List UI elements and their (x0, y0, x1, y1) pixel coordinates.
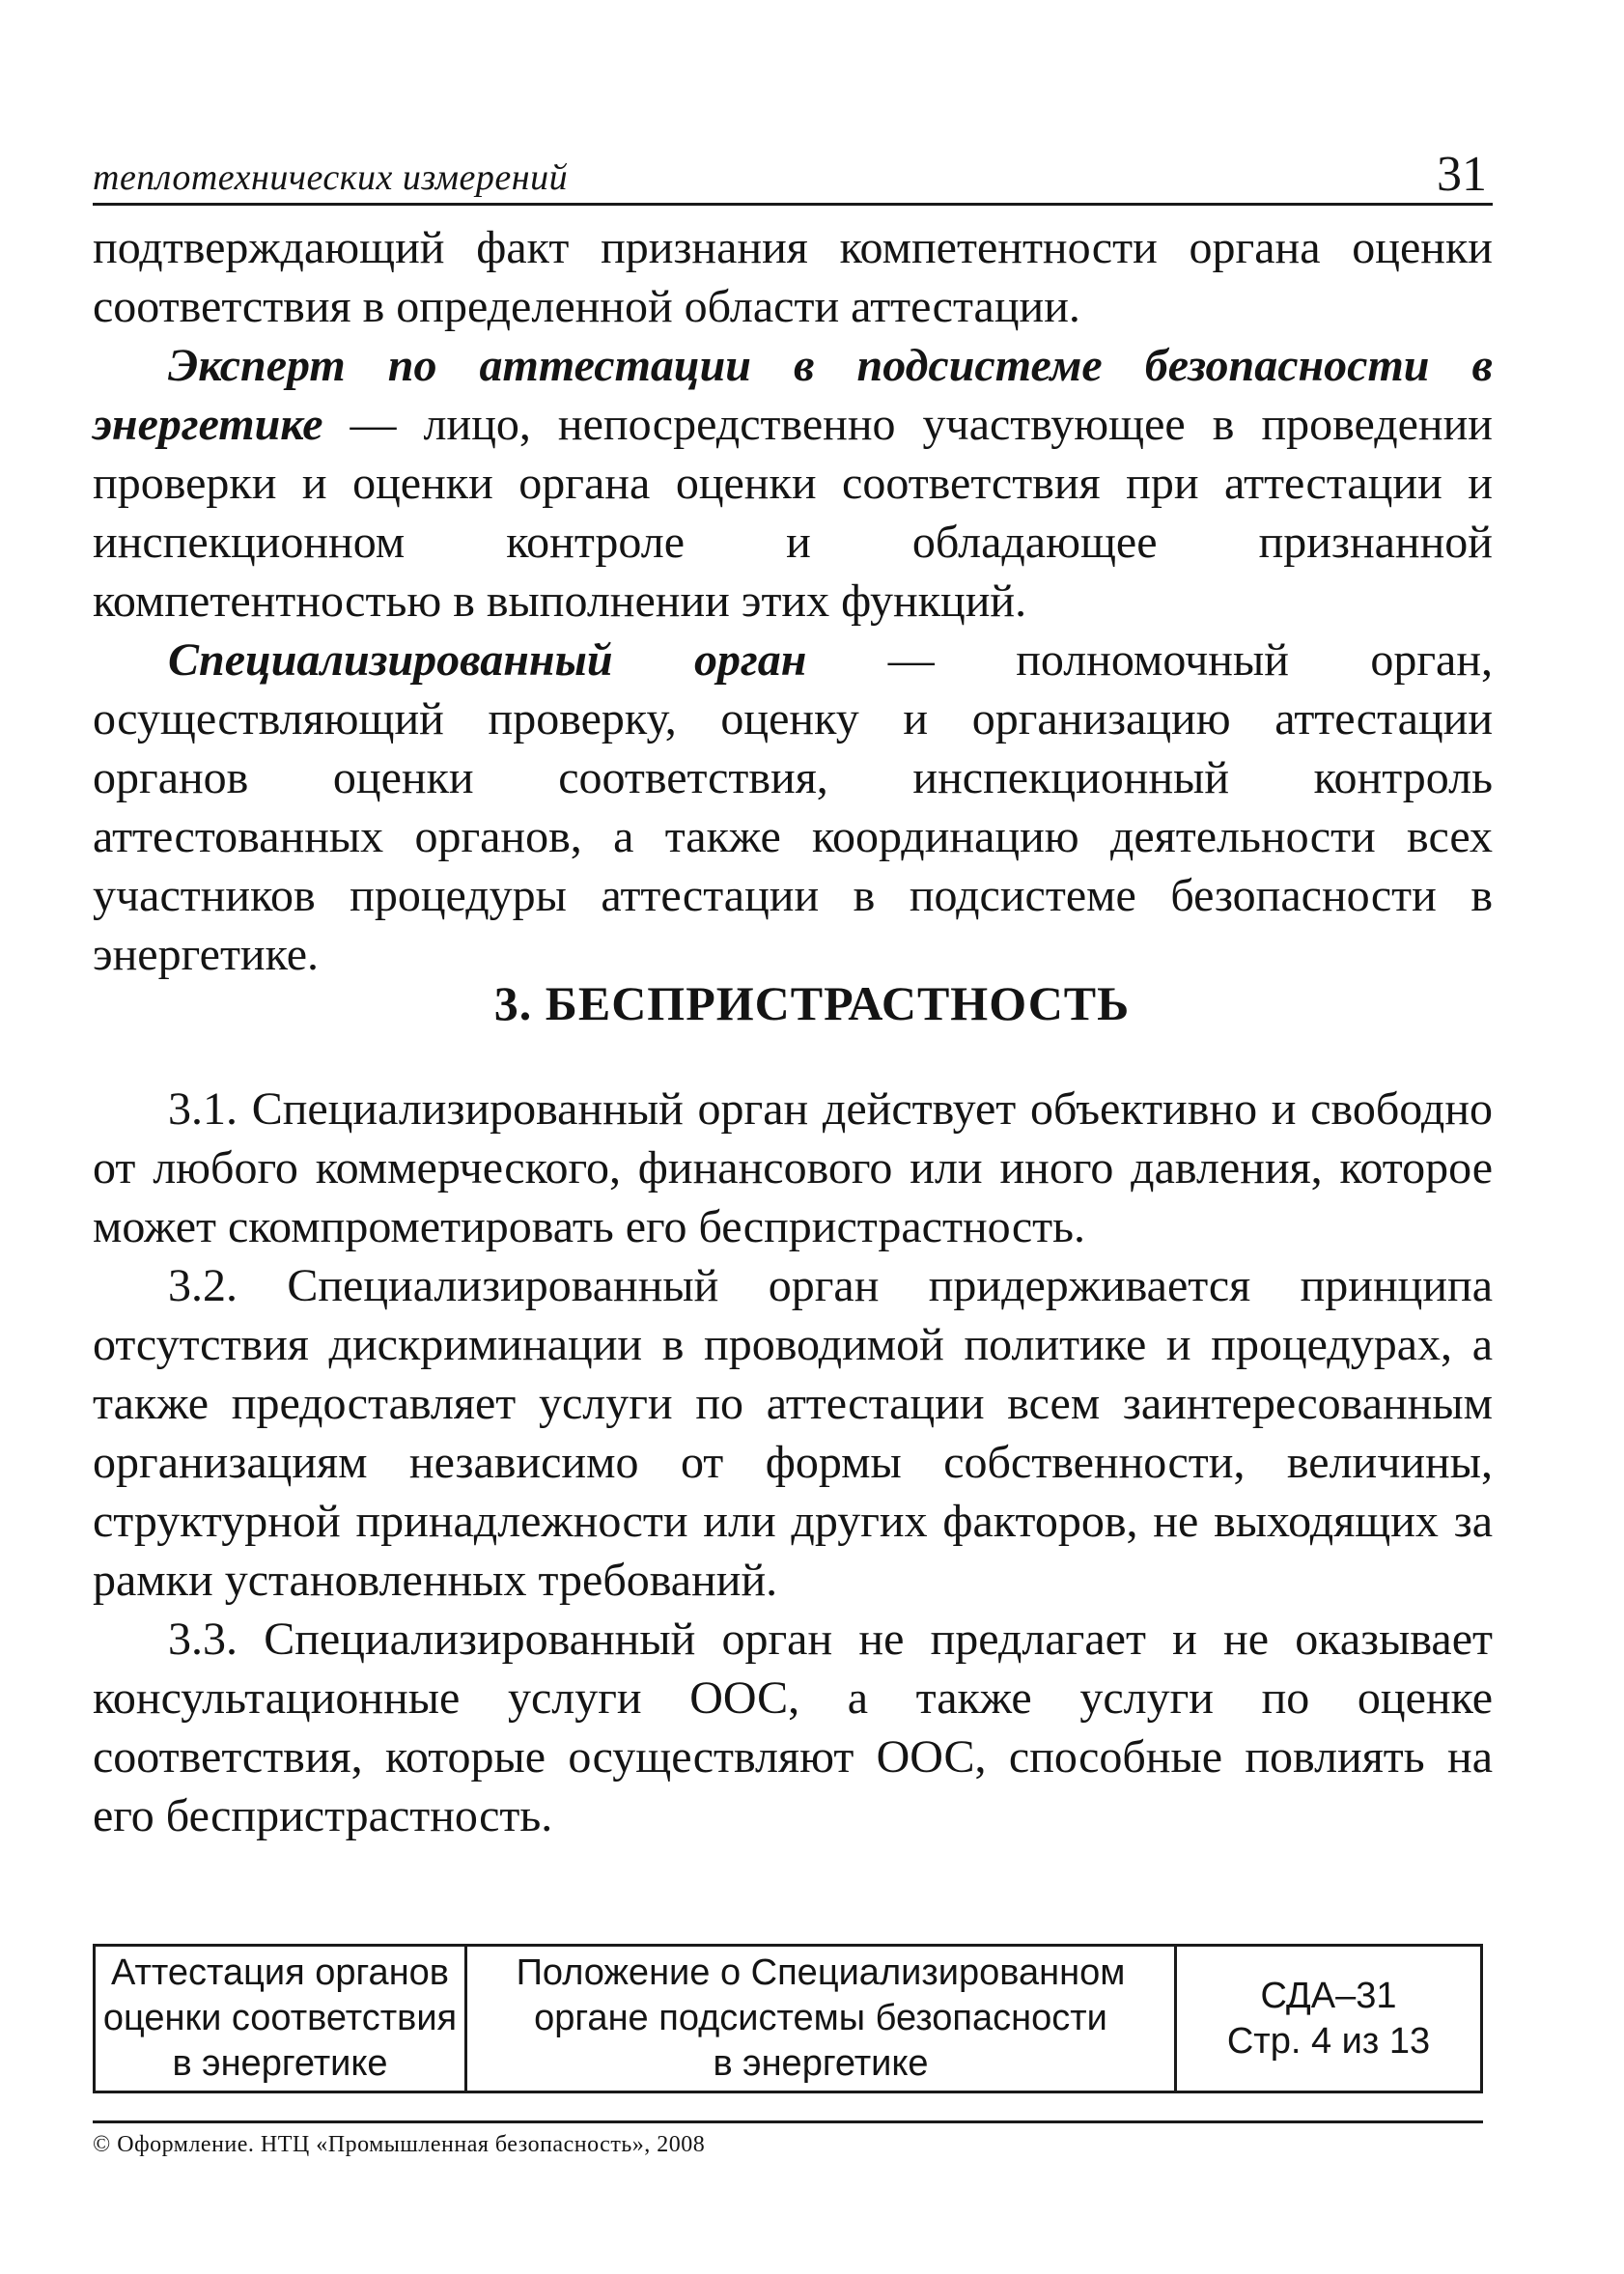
document-stamp-table (93, 1944, 1483, 2093)
section-body (93, 1080, 1493, 1845)
definition-specialized-body (93, 631, 1493, 984)
stamp-line: Положение о Специализированном (516, 1952, 1126, 1993)
stamp-line: оценки соответствия (102, 1998, 458, 2038)
stamp-line: Аттестация органов (111, 1952, 449, 1993)
stamp-line: органе подсистемы безопасности (534, 1998, 1107, 2038)
page-number: 31 (1437, 147, 1487, 202)
definitions-block (93, 218, 1493, 984)
section-heading: 3. БЕСПРИСТРАСТНОСТЬ (493, 976, 1131, 1030)
footer-divider (93, 2120, 1483, 2123)
definition-expert (93, 336, 1493, 631)
stamp-row (95, 1946, 1482, 2092)
paragraph-continuation: подтверждающий факт признания компетентности органа оценки соответствия в определенной области аттестации. (93, 222, 1493, 332)
definition-specialized-body-text: — полномочный орган, осуществляющий проверку, оценку и организацию аттестации органов оценки соответствия, инспекционный контроль аттестованных органов, а также координацию деятельности всех участников процедуры аттестации в подсистеме безопасности в энергетике. (93, 634, 1494, 980)
stamp-cell-code (1176, 1946, 1482, 2092)
section-item-3-3: 3.3. Специализированный орган не предлагает и не оказывает консультационные услуги ООС, а также услуги по оценке соответствия, которые осуществляют ООС, способные повлиять на его беспристрастность. (93, 1614, 1493, 1841)
section-item-3-2: 3.2. Специализированный орган придерживается принципа отсутствия дискриминации в проводимой политике и процедурах, а также предоставляет услуги по аттестации всем заинтересованным организациям независимо от формы собственности, величины, структурной принадлежности или других факторов, не выходящих за рамки установленных требований. (93, 1260, 1493, 1606)
document-code: СДА–31 (1260, 1975, 1397, 2016)
term-expert: Эксперт по аттестации в подсистеме безопасности в энергетике (93, 340, 1493, 450)
definition-expert-text: — лицо, непосредственно участвующее в проведении проверки и оценки органа оценки соответствия при аттестации и инспекционном контроле и обладающее признанной компетентностью в выполнении этих функций. (93, 399, 1493, 627)
term-specialized-body: Специализированный орган (168, 634, 807, 686)
running-title: теплотехнических измерений (93, 157, 569, 198)
stamp-cell-category (95, 1946, 466, 2092)
section-item-3-1: 3.1. Специализированный орган действует объективно и свободно от любого коммерческого, финансового или иного давления, которое может скомпрометировать его беспристрастность. (93, 1083, 1493, 1252)
page-counter: Стр. 4 из 13 (1226, 2020, 1431, 2062)
stamp-line: в энергетике (172, 2043, 388, 2084)
stamp-line: в энергетике (713, 2043, 929, 2084)
copyright-notice: © Оформление. НТЦ «Промышленная безопасность», 2008 (93, 2132, 706, 2157)
running-header (93, 145, 1493, 206)
stamp-cell-title (466, 1946, 1176, 2092)
